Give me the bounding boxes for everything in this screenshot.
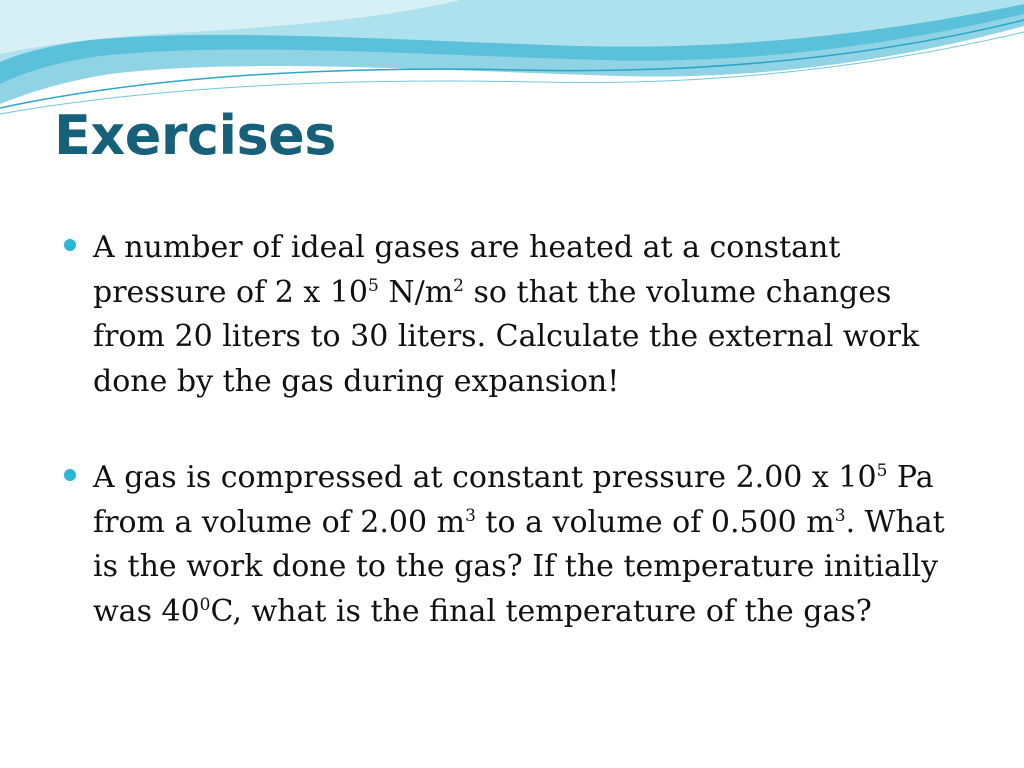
- slide-title: Exercises: [54, 104, 336, 167]
- bullet-dot-icon: [64, 239, 76, 251]
- exercise-1-text-part-3: so that the volume changes from 20 liters to 30 liters. Calculate the external work done by the gas during expansion!: [93, 274, 920, 399]
- exercise-list: [60, 226, 960, 686]
- exercise-1-text-part-2: N/m: [378, 274, 454, 310]
- exercise-2-exponent-1: 5: [876, 461, 888, 481]
- exercise-2-degree-mark: 0: [199, 594, 211, 615]
- exercise-1-exponent-2: 2: [453, 275, 464, 296]
- exercise-2-text-part-5: C, what is the final temperature of the gas?: [210, 593, 872, 629]
- exercise-2-exponent-2: 3: [465, 505, 476, 526]
- exercise-2-text-part-4: . What is the work done to the gas? If the temperature initially was 40: [93, 504, 945, 629]
- exercise-2-text-part-1: A gas is compressed at constant pressure 2.00 x 10: [93, 460, 877, 495]
- exercise-2-exponent-3: 3: [834, 505, 846, 526]
- exercise-1-text-part-1: A number of ideal gases are heated at a constant pressure of 2 x 10: [93, 230, 841, 310]
- exercise-2-text-part-2: Pa from a volume of 2.00 m: [93, 460, 934, 540]
- exercise-item-2: [60, 456, 960, 634]
- exercise-2-text-part-3: to a volume of 0.500 m: [475, 504, 835, 540]
- bullet-dot-icon: [64, 469, 76, 481]
- exercise-item-1: [60, 226, 960, 404]
- exercise-1-exponent-1: 5: [368, 275, 379, 296]
